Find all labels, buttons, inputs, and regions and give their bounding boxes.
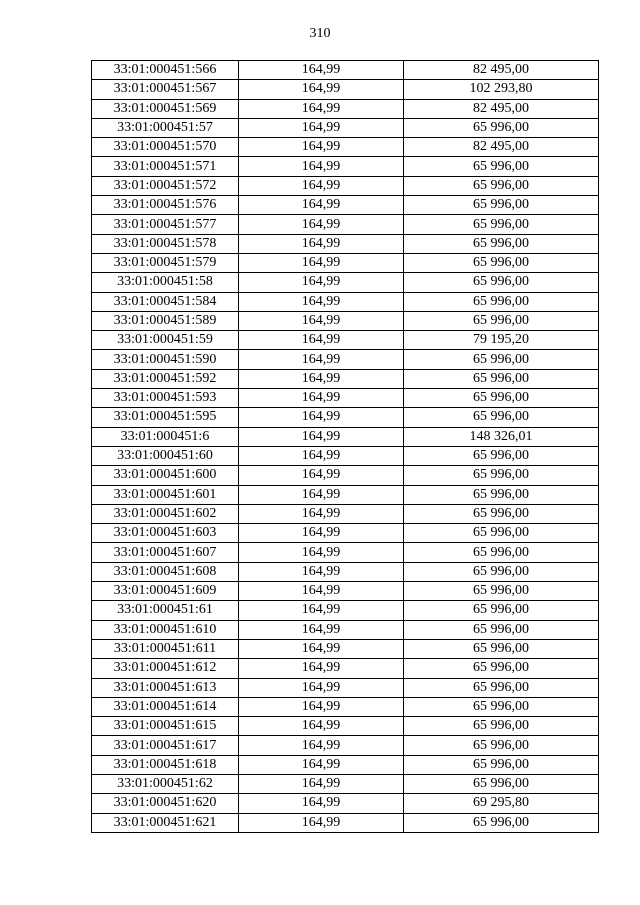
cadastral-number-cell: 33:01:000451:620	[92, 794, 239, 813]
area-cell: 164,99	[239, 659, 404, 678]
amount-cell: 65 996,00	[404, 350, 599, 369]
table-row	[92, 118, 599, 137]
table-row	[92, 311, 599, 330]
table-row	[92, 408, 599, 427]
table-row	[92, 697, 599, 716]
cadastral-number-cell: 33:01:000451:612	[92, 659, 239, 678]
area-cell: 164,99	[239, 755, 404, 774]
cadastral-number-cell: 33:01:000451:566	[92, 61, 239, 80]
area-cell: 164,99	[239, 118, 404, 137]
page-number: 310	[309, 26, 331, 41]
amount-cell: 65 996,00	[404, 446, 599, 465]
table-row	[92, 485, 599, 504]
area-cell: 164,99	[239, 369, 404, 388]
amount-cell: 82 495,00	[404, 99, 599, 118]
amount-cell: 65 996,00	[404, 234, 599, 253]
amount-cell: 65 996,00	[404, 118, 599, 137]
cadastral-number-cell: 33:01:000451:593	[92, 389, 239, 408]
amount-cell: 65 996,00	[404, 736, 599, 755]
table-row	[92, 369, 599, 388]
amount-cell: 65 996,00	[404, 620, 599, 639]
area-cell: 164,99	[239, 350, 404, 369]
cadastral-number-cell: 33:01:000451:578	[92, 234, 239, 253]
table-row	[92, 215, 599, 234]
amount-cell: 65 996,00	[404, 774, 599, 793]
amount-cell: 65 996,00	[404, 524, 599, 543]
area-cell: 164,99	[239, 311, 404, 330]
area-cell: 164,99	[239, 196, 404, 215]
cadastral-number-cell: 33:01:000451:570	[92, 138, 239, 157]
cadastral-number-cell: 33:01:000451:610	[92, 620, 239, 639]
table-row	[92, 427, 599, 446]
amount-cell: 65 996,00	[404, 678, 599, 697]
amount-cell: 79 195,20	[404, 331, 599, 350]
area-cell: 164,99	[239, 273, 404, 292]
area-cell: 164,99	[239, 215, 404, 234]
cadastral-number-cell: 33:01:000451:592	[92, 369, 239, 388]
cadastral-number-cell: 33:01:000451:57	[92, 118, 239, 137]
cadastral-number-cell: 33:01:000451:6	[92, 427, 239, 446]
table-row	[92, 350, 599, 369]
amount-cell: 65 996,00	[404, 755, 599, 774]
amount-cell: 69 295,80	[404, 794, 599, 813]
area-cell: 164,99	[239, 697, 404, 716]
cadastral-number-cell: 33:01:000451:62	[92, 774, 239, 793]
table-row	[92, 389, 599, 408]
area-cell: 164,99	[239, 524, 404, 543]
table-row	[92, 176, 599, 195]
amount-cell: 82 495,00	[404, 61, 599, 80]
amount-cell: 65 996,00	[404, 543, 599, 562]
area-cell: 164,99	[239, 717, 404, 736]
table-row	[92, 639, 599, 658]
area-cell: 164,99	[239, 331, 404, 350]
table-row	[92, 774, 599, 793]
cadastral-number-cell: 33:01:000451:621	[92, 813, 239, 832]
amount-cell: 65 996,00	[404, 157, 599, 176]
table-row	[92, 813, 599, 832]
area-cell: 164,99	[239, 485, 404, 504]
table-row	[92, 99, 599, 118]
cadastral-number-cell: 33:01:000451:567	[92, 80, 239, 99]
table-row	[92, 620, 599, 639]
cadastral-number-cell: 33:01:000451:577	[92, 215, 239, 234]
table-row	[92, 253, 599, 272]
table-row	[92, 794, 599, 813]
area-cell: 164,99	[239, 253, 404, 272]
cadastral-number-cell: 33:01:000451:607	[92, 543, 239, 562]
cadastral-number-cell: 33:01:000451:603	[92, 524, 239, 543]
area-cell: 164,99	[239, 620, 404, 639]
table-row	[92, 80, 599, 99]
table-row	[92, 659, 599, 678]
amount-cell: 65 996,00	[404, 639, 599, 658]
area-cell: 164,99	[239, 446, 404, 465]
amount-cell: 65 996,00	[404, 369, 599, 388]
amount-cell: 65 996,00	[404, 717, 599, 736]
amount-cell: 65 996,00	[404, 504, 599, 523]
area-cell: 164,99	[239, 582, 404, 601]
area-cell: 164,99	[239, 504, 404, 523]
amount-cell: 65 996,00	[404, 273, 599, 292]
area-cell: 164,99	[239, 389, 404, 408]
area-cell: 164,99	[239, 774, 404, 793]
cadastral-number-cell: 33:01:000451:601	[92, 485, 239, 504]
table-row	[92, 157, 599, 176]
amount-cell: 65 996,00	[404, 292, 599, 311]
table-row	[92, 273, 599, 292]
area-cell: 164,99	[239, 292, 404, 311]
cadastral-number-cell: 33:01:000451:613	[92, 678, 239, 697]
table-row	[92, 331, 599, 350]
table-row	[92, 138, 599, 157]
area-cell: 164,99	[239, 138, 404, 157]
amount-cell: 65 996,00	[404, 697, 599, 716]
table-row	[92, 736, 599, 755]
cadastral-number-cell: 33:01:000451:590	[92, 350, 239, 369]
cadastral-number-cell: 33:01:000451:58	[92, 273, 239, 292]
area-cell: 164,99	[239, 562, 404, 581]
cadastral-number-cell: 33:01:000451:589	[92, 311, 239, 330]
cadastral-number-cell: 33:01:000451:569	[92, 99, 239, 118]
table-row	[92, 717, 599, 736]
table-row	[92, 504, 599, 523]
cadastral-number-cell: 33:01:000451:609	[92, 582, 239, 601]
cadastral-number-cell: 33:01:000451:600	[92, 466, 239, 485]
table-row	[92, 292, 599, 311]
cadastral-number-cell: 33:01:000451:579	[92, 253, 239, 272]
table-body	[92, 61, 599, 833]
area-cell: 164,99	[239, 466, 404, 485]
amount-cell: 148 326,01	[404, 427, 599, 446]
cadastral-number-cell: 33:01:000451:60	[92, 446, 239, 465]
area-cell: 164,99	[239, 813, 404, 832]
amount-cell: 65 996,00	[404, 389, 599, 408]
area-cell: 164,99	[239, 61, 404, 80]
amount-cell: 65 996,00	[404, 562, 599, 581]
cadastral-number-cell: 33:01:000451:61	[92, 601, 239, 620]
table-row	[92, 234, 599, 253]
area-cell: 164,99	[239, 99, 404, 118]
cadastral-number-cell: 33:01:000451:617	[92, 736, 239, 755]
area-cell: 164,99	[239, 639, 404, 658]
table-row	[92, 755, 599, 774]
table-row	[92, 446, 599, 465]
area-cell: 164,99	[239, 736, 404, 755]
area-cell: 164,99	[239, 80, 404, 99]
cadastral-number-cell: 33:01:000451:602	[92, 504, 239, 523]
table-row	[92, 601, 599, 620]
cadastral-number-cell: 33:01:000451:572	[92, 176, 239, 195]
table-row	[92, 524, 599, 543]
table-row	[92, 543, 599, 562]
area-cell: 164,99	[239, 543, 404, 562]
cadastral-number-cell: 33:01:000451:614	[92, 697, 239, 716]
cadastral-number-cell: 33:01:000451:611	[92, 639, 239, 658]
area-cell: 164,99	[239, 234, 404, 253]
table-row	[92, 61, 599, 80]
cadastral-number-cell: 33:01:000451:576	[92, 196, 239, 215]
amount-cell: 65 996,00	[404, 659, 599, 678]
amount-cell: 65 996,00	[404, 466, 599, 485]
cadastral-number-cell: 33:01:000451:615	[92, 717, 239, 736]
amount-cell: 65 996,00	[404, 485, 599, 504]
amount-cell: 65 996,00	[404, 196, 599, 215]
area-cell: 164,99	[239, 176, 404, 195]
amount-cell: 82 495,00	[404, 138, 599, 157]
area-cell: 164,99	[239, 601, 404, 620]
amount-cell: 65 996,00	[404, 408, 599, 427]
data-table	[91, 60, 599, 833]
amount-cell: 65 996,00	[404, 215, 599, 234]
amount-cell: 65 996,00	[404, 582, 599, 601]
table-row	[92, 678, 599, 697]
table-row	[92, 196, 599, 215]
cadastral-number-cell: 33:01:000451:618	[92, 755, 239, 774]
amount-cell: 65 996,00	[404, 813, 599, 832]
amount-cell: 65 996,00	[404, 311, 599, 330]
cadastral-number-cell: 33:01:000451:595	[92, 408, 239, 427]
area-cell: 164,99	[239, 794, 404, 813]
area-cell: 164,99	[239, 157, 404, 176]
cadastral-number-cell: 33:01:000451:571	[92, 157, 239, 176]
amount-cell: 102 293,80	[404, 80, 599, 99]
cadastral-number-cell: 33:01:000451:608	[92, 562, 239, 581]
amount-cell: 65 996,00	[404, 176, 599, 195]
cadastral-number-cell: 33:01:000451:59	[92, 331, 239, 350]
area-cell: 164,99	[239, 678, 404, 697]
amount-cell: 65 996,00	[404, 601, 599, 620]
table-row	[92, 466, 599, 485]
table-row	[92, 562, 599, 581]
area-cell: 164,99	[239, 408, 404, 427]
amount-cell: 65 996,00	[404, 253, 599, 272]
area-cell: 164,99	[239, 427, 404, 446]
cadastral-number-cell: 33:01:000451:584	[92, 292, 239, 311]
table-row	[92, 582, 599, 601]
